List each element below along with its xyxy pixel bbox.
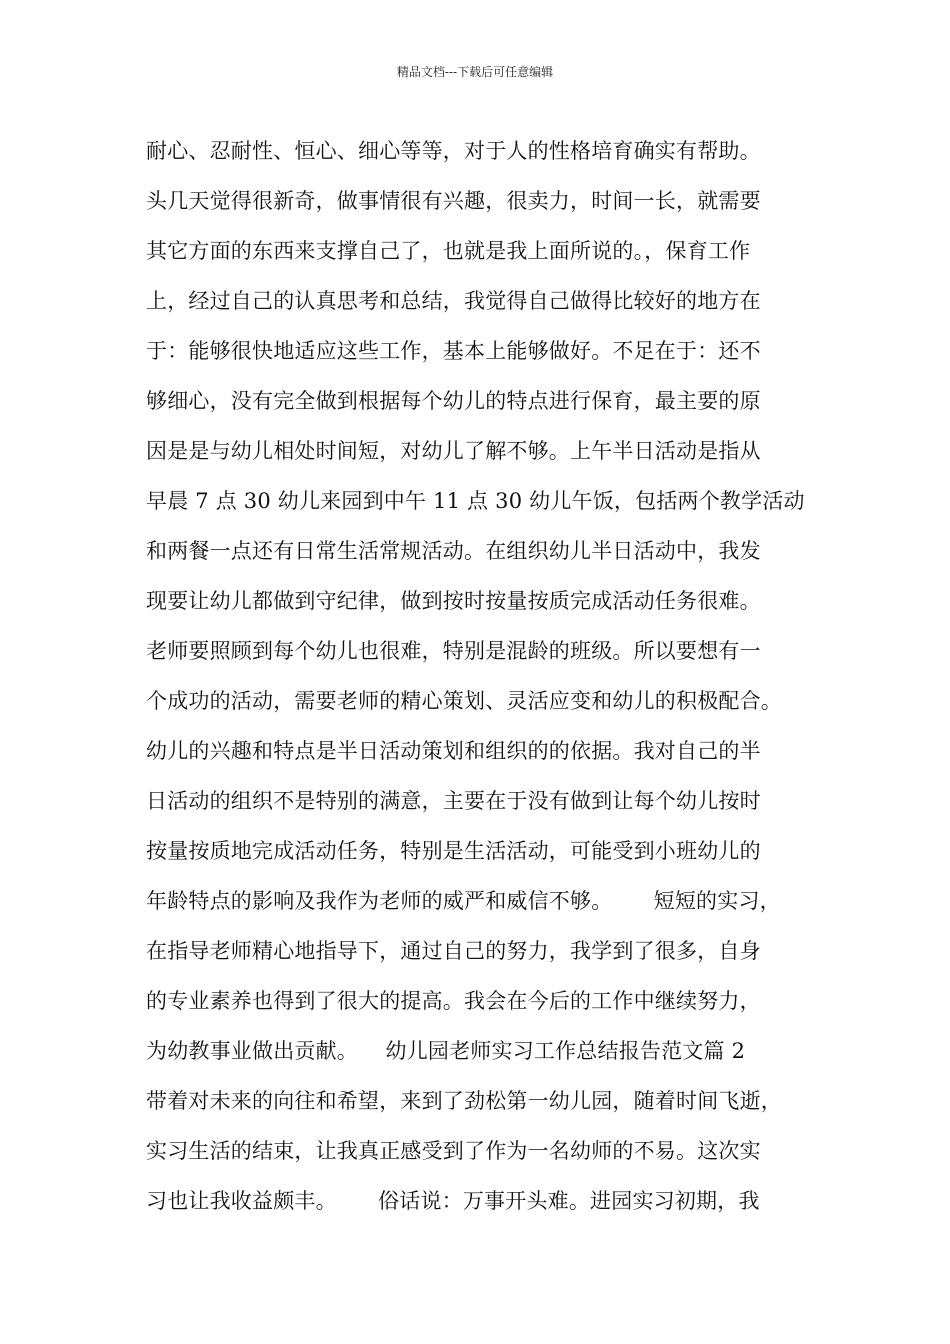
text-line: 耐心、忍耐性、恒心、细心等等，对于人的性格培育确实有帮助。 [146,139,761,163]
text-line: 为幼教事业做出贡献。 幼儿园老师实习工作总结报告范文篇 2 [146,1039,746,1063]
text-line: 日活动的组织不是特别的满意，主要在于没有做到让每个幼儿按时 [146,789,761,813]
text-line: 现要让幼儿都做到守纪律，做到按时按量按质完成活动任务很难。 [146,589,761,613]
text-line: 早晨 7 点 30 幼儿来园到中午 11 点 30 幼儿午饭，包括两个教学活动 [146,489,805,513]
text-line: 老师要照顾到每个幼儿也很难，特别是混龄的班级。所以要想有一 [146,639,761,663]
text-line: 够细心，没有完全做到根据每个幼儿的特点进行保育，最主要的原 [146,389,761,413]
text-line: 实习生活的结束，让我真正感受到了作为一名幼师的不易。这次实 [146,1139,761,1163]
text-line: 的专业素养也得到了很大的提高。我会在今后的工作中继续努力， [146,989,761,1013]
text-line: 带着对未来的向往和希望，来到了劲松第一幼儿园，随着时间飞逝， [146,1089,782,1113]
text-line: 幼儿的兴趣和特点是半日活动策划和组织的的依据。我对自己的半 [146,739,761,763]
text-line: 习也让我收益颇丰。 俗话说：万事开头难。进园实习初期，我 [146,1189,760,1213]
text-line: 在指导老师精心地指导下，通过自己的努力，我学到了很多，自身 [146,939,761,963]
text-line: 年龄特点的影响及我作为老师的威严和威信不够。 短短的实习， [146,889,781,913]
document-body [146,126,846,1226]
text-line: 头几天觉得很新奇，做事情很有兴趣，很卖力，时间一长，就需要 [146,189,761,213]
text-line: 因是是与幼儿相处时间短，对幼儿了解不够。上午半日活动是指从 [146,439,761,463]
page-header: 精品文档---下载后可任意编辑 [396,65,554,79]
text-line: 上，经过自己的认真思考和总结，我觉得自己做得比较好的地方在 [146,289,761,313]
text-line: 按量按质地完成活动任务，特别是生活活动，可能受到小班幼儿的 [146,839,761,863]
text-line: 个成功的活动，需要老师的精心策划、灵活应变和幼儿的积极配合。 [146,689,782,713]
text-line: 和两餐一点还有日常生活常规活动。在组织幼儿半日活动中，我发 [146,539,761,563]
text-line: 于：能够很快地适应这些工作，基本上能够做好。不足在于：还不 [146,339,761,363]
text-line: 其它方面的东西来支撑自己了，也就是我上面所说的。，保育工作 [146,239,751,263]
